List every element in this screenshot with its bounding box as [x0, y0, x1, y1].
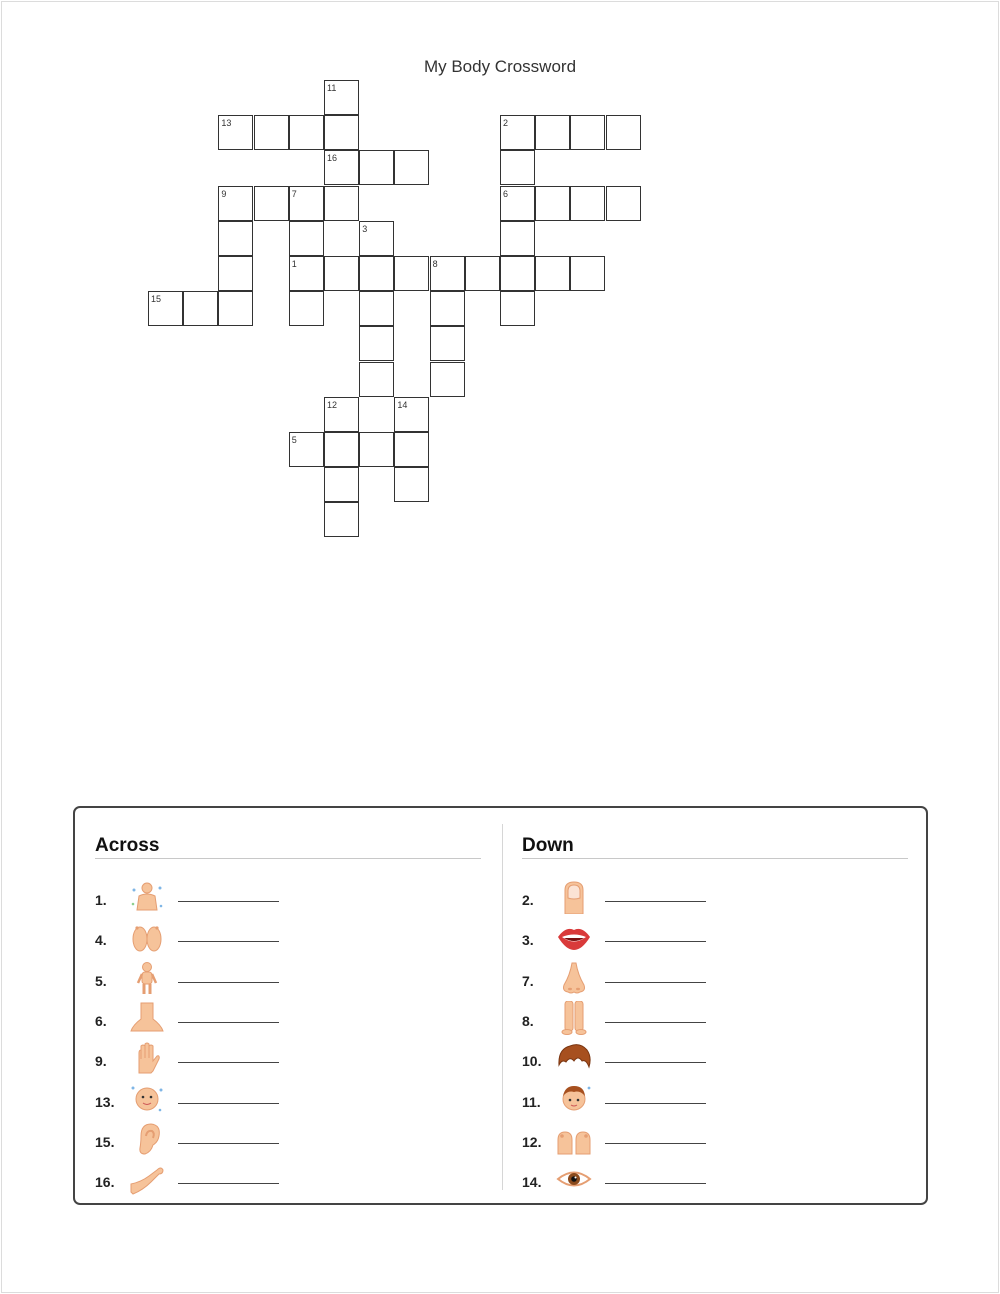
grid-cell[interactable] [324, 186, 359, 221]
grid-cell[interactable] [535, 256, 570, 291]
grid-cell[interactable] [359, 291, 394, 326]
clue-number: 2 [503, 118, 509, 129]
grid-cell[interactable] [148, 291, 183, 326]
grid-cell[interactable] [535, 186, 570, 221]
down-clue [522, 1001, 908, 1035]
column-divider [502, 824, 503, 1190]
grid-cell[interactable] [289, 221, 324, 256]
page-title: My Body Crossword [423, 57, 577, 76]
clue-number: 1 [291, 259, 297, 269]
grid-cell[interactable] [500, 115, 535, 150]
arm-icon [129, 1162, 165, 1196]
grid-cell[interactable] [254, 115, 289, 150]
grid-cell[interactable] [218, 221, 253, 256]
clue-label: 9. [95, 1053, 107, 1070]
clue-number: 3 [362, 223, 368, 234]
answer-line[interactable] [605, 1062, 706, 1063]
grid-cell[interactable] [430, 256, 465, 291]
grid-cell[interactable] [500, 256, 535, 291]
answer-line[interactable] [178, 982, 279, 983]
answer-line[interactable] [605, 901, 706, 902]
grid-cell[interactable] [430, 326, 465, 361]
grid-cell[interactable] [289, 186, 324, 221]
answer-line[interactable] [178, 901, 279, 902]
answer-line[interactable] [605, 982, 706, 983]
clue-label: 15. [95, 1133, 115, 1150]
clue-number: 13 [221, 118, 232, 129]
across-clue [95, 1041, 481, 1075]
grid-cell[interactable] [606, 115, 641, 150]
across-clue [95, 1001, 481, 1035]
clue-label: 14. [522, 1174, 542, 1191]
answer-line[interactable] [605, 941, 706, 942]
across-clue [95, 1122, 481, 1156]
answer-line[interactable] [178, 1022, 279, 1023]
clue-number: 16 [327, 153, 338, 164]
clue-label: 2. [522, 892, 534, 908]
across-clue [95, 1162, 481, 1196]
neck-icon [129, 1001, 165, 1035]
grid-cell[interactable] [465, 256, 500, 291]
clue-label: 8. [522, 1012, 534, 1029]
grid-cell[interactable] [324, 502, 359, 537]
clue-number: 5 [291, 435, 297, 445]
grid-cell[interactable] [289, 291, 324, 326]
grid-cell[interactable] [359, 326, 394, 361]
grid-cell[interactable] [500, 291, 535, 326]
clue-label: 10. [522, 1053, 542, 1070]
grid-cell[interactable] [324, 467, 359, 502]
grid-cell[interactable] [570, 256, 605, 291]
grid-cell[interactable] [430, 291, 465, 326]
grid-cell[interactable] [324, 397, 359, 432]
grid-cell[interactable] [606, 186, 641, 221]
grid-cell[interactable] [254, 186, 289, 221]
grid-cell[interactable] [324, 432, 359, 467]
nose-icon [556, 961, 592, 995]
across-clue [95, 920, 481, 954]
body-icon [129, 961, 165, 995]
down-heading: Down [522, 834, 908, 859]
clue-label: 3. [522, 932, 534, 949]
across-clue [95, 961, 481, 995]
clue-label: 6. [95, 1012, 107, 1029]
answer-line[interactable] [605, 1103, 706, 1104]
grid-cell[interactable] [535, 115, 570, 150]
clue-label: 5. [95, 972, 107, 989]
clue-label: 12. [522, 1133, 542, 1150]
clue-number: 15 [151, 294, 162, 305]
face-icon [129, 1082, 165, 1116]
grid-cell[interactable] [289, 256, 324, 291]
clue-number: 6 [503, 188, 509, 199]
down-clue [522, 1041, 908, 1075]
hand-icon [129, 1041, 165, 1075]
grid-cell[interactable] [500, 186, 535, 221]
across-clue [95, 880, 481, 914]
skin-body-icon [129, 880, 165, 914]
across-heading: Across [95, 834, 481, 859]
grid-cell[interactable] [324, 115, 359, 150]
grid-cell[interactable] [218, 115, 253, 150]
grid-cell[interactable] [324, 256, 359, 291]
clue-label: 1. [95, 892, 107, 908]
down-clue [522, 920, 908, 954]
clue-number: 14 [397, 399, 408, 410]
grid-cell[interactable] [359, 256, 394, 291]
grid-cell[interactable] [394, 256, 429, 291]
grid-cell[interactable] [324, 80, 359, 115]
head-icon [556, 1082, 592, 1116]
mouth-icon [556, 920, 592, 954]
grid-cell[interactable] [218, 186, 253, 221]
grid-cell[interactable] [359, 432, 394, 467]
grid-cell[interactable] [430, 362, 465, 397]
answer-line[interactable] [605, 1143, 706, 1144]
grid-cell[interactable] [218, 291, 253, 326]
grid-cell[interactable] [394, 150, 429, 185]
grid-cell[interactable] [289, 432, 324, 467]
grid-cell[interactable] [394, 467, 429, 502]
grid-cell[interactable] [359, 362, 394, 397]
down-clue [522, 961, 908, 995]
grid-cell[interactable] [289, 115, 324, 150]
grid-cell[interactable] [394, 397, 429, 432]
toes-icon [556, 1122, 592, 1156]
down-clue [522, 1122, 908, 1156]
down-clue [522, 1082, 908, 1116]
answer-line[interactable] [178, 1062, 279, 1063]
clue-number: 12 [327, 399, 338, 410]
clue-box [73, 806, 928, 1205]
grid-cell[interactable] [324, 150, 359, 185]
answer-line[interactable] [178, 1143, 279, 1144]
answer-line[interactable] [178, 1183, 279, 1184]
grid-cell[interactable] [359, 150, 394, 185]
grid-cell[interactable] [570, 115, 605, 150]
hair-icon [556, 1041, 592, 1075]
eye-icon [556, 1162, 592, 1196]
grid-cell[interactable] [500, 221, 535, 256]
grid-cell[interactable] [218, 256, 253, 291]
clue-label: 16. [95, 1174, 115, 1191]
down-clue [522, 880, 908, 914]
clue-label: 7. [522, 972, 534, 989]
answer-line[interactable] [605, 1022, 706, 1023]
clue-label: 11. [522, 1093, 541, 1110]
crossword-grid [0, 0, 1000, 600]
grid-cell[interactable] [394, 432, 429, 467]
down-column [522, 834, 908, 1191]
ear-icon [129, 1122, 165, 1156]
clue-number: 7 [291, 188, 297, 199]
answer-line[interactable] [605, 1183, 706, 1184]
nail-icon [556, 880, 592, 914]
grid-cell[interactable] [183, 291, 218, 326]
clue-number: 8 [432, 259, 438, 269]
clue-number: 9 [221, 188, 227, 199]
grid-cell[interactable] [359, 221, 394, 256]
clue-number: 11 [327, 83, 337, 93]
down-clue [522, 1162, 908, 1196]
legs-icon [556, 1001, 592, 1035]
across-clue [95, 1082, 481, 1116]
grid-cell[interactable] [500, 150, 535, 185]
answer-line[interactable] [178, 941, 279, 942]
clue-label: 4. [95, 932, 107, 949]
across-column [95, 834, 481, 1191]
answer-line[interactable] [178, 1103, 279, 1104]
grid-cell[interactable] [570, 186, 605, 221]
clue-label: 13. [95, 1093, 115, 1110]
feet-icon [129, 920, 165, 954]
